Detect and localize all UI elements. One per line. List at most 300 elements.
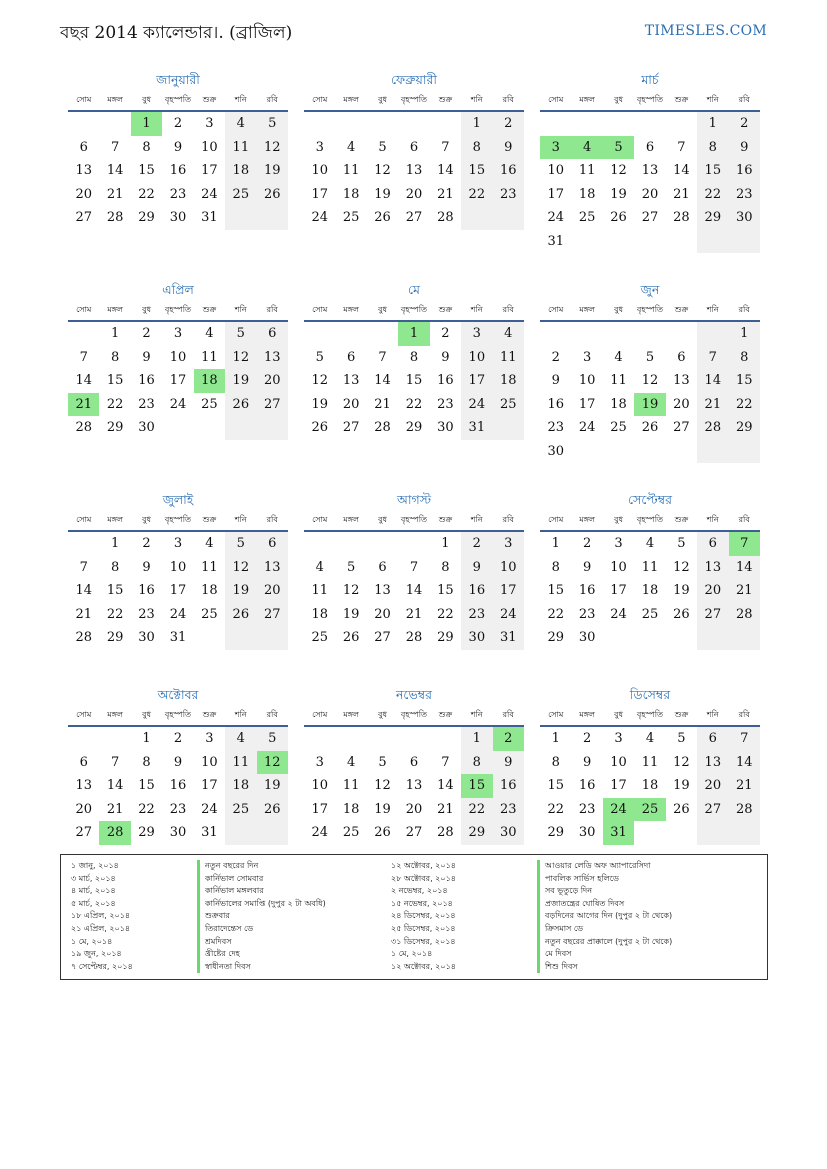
weekday-label: রবি (266, 94, 278, 104)
empty-cell (398, 727, 429, 751)
holiday-name: শিশু দিবস (537, 961, 672, 974)
day-grid (540, 112, 760, 253)
day-cell: 9 (173, 754, 183, 770)
day-cell: 29 (547, 630, 564, 645)
day-cell: 19 (225, 579, 256, 603)
day-cell: 2 (493, 727, 524, 751)
day-cell: 24 (610, 606, 627, 622)
day-cell: 19 (673, 778, 690, 793)
day-cell: 20 (673, 396, 690, 412)
weekday-label: সোম (76, 304, 92, 314)
day-cell: 31 (493, 626, 524, 650)
day-cell: 5 (603, 136, 634, 160)
day-cell: 14 (673, 163, 690, 178)
empty-cell (257, 821, 288, 845)
day-cell: 27 (75, 210, 92, 225)
day-cell: 22 (106, 606, 124, 622)
day-cell: 21 (106, 186, 124, 202)
day-cell: 19 (374, 186, 391, 202)
weekday-header (540, 705, 760, 727)
day-cell: 26 (311, 420, 328, 435)
day-cell: 5 (677, 536, 686, 551)
empty-cell (335, 112, 366, 136)
day-grid (68, 532, 288, 650)
day-cell: 30 (169, 825, 187, 840)
day-cell: 2 (142, 536, 151, 551)
day-cell: 23 (138, 396, 155, 412)
month-calendar (304, 490, 524, 650)
empty-cell (225, 821, 256, 845)
month-name: ফেব্রুয়ারী (390, 72, 438, 87)
day-cell: 21 (405, 606, 423, 622)
day-cell: 2 (729, 112, 760, 136)
empty-cell (225, 626, 256, 650)
empty-cell (634, 230, 665, 254)
weekday-label: বৃহস্পতি (164, 514, 192, 524)
day-cell: 7 (697, 346, 728, 370)
day-cell: 16 (437, 373, 454, 388)
day-cell: 23 (547, 420, 564, 435)
weekday-label: মঙ্গল (107, 514, 123, 524)
day-cell: 29 (729, 416, 760, 440)
day-cell: 18 (311, 606, 328, 622)
weekday-label: রবি (502, 709, 514, 719)
weekday-label: শনি (470, 514, 483, 524)
day-cell: 26 (673, 606, 690, 622)
weekday-label: শুক্র (438, 304, 453, 314)
weekday-label: মঙ্গল (579, 709, 595, 719)
day-cell: 19 (610, 186, 627, 202)
day-grid (304, 727, 524, 845)
empty-cell (461, 206, 492, 230)
day-cell: 19 (257, 159, 288, 183)
weekday-label: মঙ্গল (107, 709, 123, 719)
month-name: ডিসেম্বর (629, 687, 671, 702)
holiday-name: শুক্রবার (197, 910, 326, 923)
day-cell: 5 (225, 322, 256, 346)
day-cell: 18 (641, 583, 659, 598)
day-cell: 26 (374, 210, 391, 225)
day-cell: 20 (641, 186, 659, 202)
empty-cell (194, 416, 225, 440)
weekday-label: বৃহস্পতি (400, 709, 428, 719)
day-cell: 17 (578, 396, 596, 412)
day-cell: 1 (729, 322, 760, 346)
day-cell: 16 (169, 778, 187, 793)
day-cell: 16 (493, 159, 524, 183)
day-cell: 22 (461, 798, 492, 822)
day-cell: 6 (79, 139, 88, 155)
day-cell: 15 (729, 369, 760, 393)
day-cell: 13 (342, 373, 360, 388)
day-cell: 15 (138, 163, 155, 178)
weekday-header (540, 300, 760, 322)
weekday-label: শনি (706, 709, 719, 719)
day-cell: 28 (697, 416, 728, 440)
weekday-label: শনি (706, 304, 719, 314)
empty-cell (697, 322, 728, 346)
empty-cell (603, 230, 634, 254)
day-cell: 11 (641, 559, 659, 575)
holiday-date: ২৮ অক্টোবর, ২০১৪ (391, 873, 456, 883)
day-cell: 30 (578, 630, 596, 645)
day-grid (304, 532, 524, 650)
empty-cell (571, 112, 602, 136)
day-cell: 17 (201, 163, 218, 178)
day-cell: 17 (610, 583, 627, 598)
empty-cell (603, 112, 634, 136)
day-cell: 22 (437, 606, 454, 622)
holiday-date: ১২ অক্টোবর, ২০১৪ (391, 961, 456, 971)
weekday-label: বুধ (378, 514, 388, 524)
day-cell: 29 (437, 630, 454, 645)
day-cell: 3 (173, 536, 183, 551)
day-cell: 22 (461, 183, 492, 207)
day-cell: 2 (551, 349, 560, 365)
weekday-label: মঙ্গল (579, 94, 595, 104)
month-calendar (540, 490, 760, 650)
weekday-label: শুক্র (674, 709, 689, 719)
day-cell: 24 (311, 825, 328, 840)
day-cell: 9 (173, 139, 183, 155)
day-cell: 17 (461, 369, 492, 393)
day-cell: 11 (342, 163, 360, 178)
day-cell: 12 (225, 556, 256, 580)
day-cell: 10 (169, 559, 187, 575)
day-cell: 15 (461, 159, 492, 183)
day-cell: 5 (378, 139, 387, 155)
day-cell: 25 (641, 606, 659, 622)
month-name: মে (407, 282, 420, 297)
day-cell: 23 (493, 183, 524, 207)
day-cell: 4 (315, 559, 324, 575)
month-name: মার্চ (641, 72, 659, 87)
empty-cell (335, 532, 366, 556)
weekday-label: রবি (738, 709, 750, 719)
weekday-label: শুক্র (674, 304, 689, 314)
day-cell: 16 (169, 163, 187, 178)
weekday-label: সোম (548, 94, 564, 104)
day-cell: 3 (461, 322, 492, 346)
day-cell: 13 (75, 778, 92, 793)
day-cell: 15 (461, 774, 492, 798)
day-cell: 22 (729, 393, 760, 417)
day-cell: 26 (610, 210, 627, 225)
day-cell: 27 (257, 603, 288, 627)
day-cell: 4 (205, 536, 214, 551)
weekday-label: সোম (312, 709, 328, 719)
weekday-label: রবি (266, 304, 278, 314)
day-cell: 5 (378, 754, 387, 770)
day-cell: 14 (106, 778, 124, 793)
day-cell: 14 (374, 373, 391, 388)
day-cell: 4 (571, 136, 602, 160)
month-name: নভেম্বর (395, 687, 433, 702)
empty-cell (367, 322, 398, 346)
empty-cell (430, 727, 461, 751)
empty-cell (257, 206, 288, 230)
weekday-label: বুধ (378, 304, 388, 314)
day-cell: 8 (142, 139, 151, 155)
empty-cell (634, 626, 665, 650)
day-cell: 18 (225, 774, 256, 798)
day-cell: 26 (225, 603, 256, 627)
day-cell: 4 (493, 322, 524, 346)
day-cell: 18 (201, 583, 218, 598)
day-cell: 12 (673, 754, 690, 770)
weekday-label: মঙ্গল (343, 514, 359, 524)
day-cell: 7 (441, 754, 450, 770)
day-cell: 13 (75, 163, 92, 178)
weekday-label: শুক্র (438, 94, 453, 104)
empty-cell (666, 821, 697, 845)
day-cell: 17 (201, 778, 218, 793)
empty-cell (68, 322, 99, 346)
weekday-label: বৃহস্পতি (636, 94, 664, 104)
empty-cell (335, 727, 366, 751)
weekday-header (304, 300, 524, 322)
weekday-header (68, 705, 288, 727)
weekday-label: বুধ (614, 94, 624, 104)
empty-cell (697, 230, 728, 254)
day-cell: 28 (99, 821, 130, 845)
day-cell: 11 (201, 559, 218, 575)
day-cell: 22 (697, 183, 728, 207)
day-cell: 24 (201, 801, 218, 817)
weekday-label: শনি (470, 709, 483, 719)
day-cell: 26 (673, 801, 690, 817)
empty-cell (304, 727, 335, 751)
day-cell: 15 (697, 159, 728, 183)
day-cell: 20 (697, 579, 728, 603)
day-cell: 18 (342, 801, 360, 817)
month-calendar (304, 280, 524, 440)
empty-cell (540, 112, 571, 136)
day-cell: 12 (641, 373, 659, 388)
day-cell: 16 (578, 583, 596, 598)
holiday-date: ১৮ এপ্রিল, ২০১৪ (71, 911, 131, 921)
holiday-names-right (537, 860, 672, 973)
day-cell: 12 (374, 163, 391, 178)
day-cell: 17 (169, 373, 187, 388)
empty-cell (571, 440, 602, 464)
day-cell: 18 (342, 186, 360, 202)
day-cell: 4 (645, 731, 655, 746)
day-cell: 20 (405, 801, 423, 817)
holiday-name: স্বাধীনতা দিবস (197, 961, 326, 974)
day-cell: 13 (673, 373, 690, 388)
weekday-label: শুক্র (438, 514, 453, 524)
empty-cell (430, 112, 461, 136)
day-cell: 3 (614, 536, 623, 551)
day-cell: 28 (106, 210, 124, 225)
day-cell: 2 (142, 326, 151, 341)
day-cell: 24 (578, 420, 596, 435)
empty-cell (398, 532, 429, 556)
month-name: অক্টোবর (157, 687, 199, 702)
day-grid (68, 112, 288, 230)
day-cell: 23 (578, 801, 596, 817)
day-cell: 6 (257, 532, 288, 556)
day-cell: 30 (729, 206, 760, 230)
holiday-name: নতুন বছরের প্রাক্কালে (দুপুর ২ টা থেকে) (537, 936, 672, 949)
day-grid (540, 532, 760, 650)
day-cell: 24 (169, 396, 187, 412)
empty-cell (634, 112, 665, 136)
day-cell: 28 (374, 420, 391, 435)
day-cell: 14 (106, 163, 124, 178)
day-cell: 27 (641, 210, 659, 225)
weekday-label: বুধ (142, 94, 152, 104)
holiday-name: আওয়ার লেডি অফ অ্যাপারেসিদা (537, 860, 672, 873)
day-cell: 6 (257, 322, 288, 346)
day-cell: 6 (79, 754, 88, 770)
day-cell: 1 (398, 322, 429, 346)
day-cell: 6 (697, 532, 728, 556)
day-cell: 28 (437, 825, 454, 840)
day-cell: 30 (138, 420, 155, 435)
day-cell: 7 (409, 559, 419, 575)
weekday-label: রবি (266, 514, 278, 524)
day-cell: 16 (138, 583, 155, 598)
day-cell: 6 (677, 349, 686, 365)
holiday-name: ক্রিসমাস ডে (537, 923, 672, 936)
day-cell: 3 (315, 754, 324, 770)
page-title: বছর 2014 ক্যালেন্ডার।. (ব্রাজিল) (60, 23, 293, 43)
weekday-label: বুধ (614, 304, 624, 314)
day-cell: 20 (75, 186, 92, 202)
holiday-name: পাবলিক সার্ভিস হলিডে (537, 873, 672, 886)
day-cell: 23 (461, 603, 492, 627)
day-cell: 25 (225, 183, 256, 207)
day-cell: 3 (614, 731, 623, 746)
day-cell: 21 (374, 396, 391, 412)
day-cell: 21 (75, 606, 92, 622)
day-cell: 12 (610, 163, 627, 178)
day-cell: 22 (138, 801, 155, 817)
day-cell: 11 (225, 751, 256, 775)
holiday-date: ৪ মার্চ, ২০১৪ (71, 886, 116, 896)
weekday-label: বৃহস্পতি (636, 514, 664, 524)
day-grid (68, 727, 288, 845)
weekday-label: রবি (502, 514, 514, 524)
day-cell: 8 (697, 136, 728, 160)
day-cell: 13 (257, 556, 288, 580)
day-cell: 16 (138, 373, 155, 388)
weekday-label: বুধ (378, 94, 388, 104)
empty-cell (729, 821, 760, 845)
day-cell: 24 (493, 603, 524, 627)
day-cell: 19 (342, 606, 360, 622)
day-cell: 30 (547, 443, 564, 459)
day-cell: 25 (225, 798, 256, 822)
day-cell: 27 (405, 210, 423, 225)
day-cell: 2 (441, 326, 450, 341)
day-cell: 25 (201, 396, 218, 412)
day-cell: 29 (138, 210, 155, 225)
day-cell: 16 (578, 778, 596, 793)
holiday-date: ৭ সেপ্টেম্বর, ২০১৪ (71, 961, 133, 971)
holiday-date: ১৯ জুন, ২০১৪ (71, 949, 122, 959)
day-cell: 12 (225, 346, 256, 370)
day-cell: 11 (610, 373, 627, 388)
day-cell: 7 (79, 559, 88, 575)
day-cell: 25 (342, 210, 360, 225)
weekday-label: রবি (738, 514, 750, 524)
day-cell: 3 (315, 139, 324, 155)
day-cell: 24 (169, 606, 187, 622)
day-cell: 4 (225, 727, 256, 751)
day-cell: 28 (673, 210, 690, 225)
day-cell: 9 (493, 136, 524, 160)
day-cell: 9 (441, 349, 450, 365)
day-cell: 31 (201, 210, 218, 225)
day-cell: 30 (493, 821, 524, 845)
day-cell: 9 (582, 754, 592, 770)
day-cell: 24 (311, 210, 328, 225)
day-cell: 9 (729, 136, 760, 160)
day-cell: 19 (257, 774, 288, 798)
day-cell: 27 (697, 798, 728, 822)
day-cell: 4 (645, 536, 655, 551)
day-cell: 20 (405, 186, 423, 202)
weekday-label: শনি (234, 304, 247, 314)
holiday-name: কার্নিভাল সোমবার (197, 873, 326, 886)
day-cell: 29 (106, 420, 124, 435)
day-cell: 11 (641, 754, 659, 770)
empty-cell (697, 821, 728, 845)
day-cell: 22 (106, 396, 124, 412)
day-cell: 1 (110, 326, 120, 341)
day-cell: 30 (169, 210, 187, 225)
day-cell: 21 (729, 774, 760, 798)
weekday-label: সোম (76, 514, 92, 524)
empty-cell (729, 230, 760, 254)
day-cell: 29 (138, 825, 155, 840)
weekday-label: বৃহস্পতি (164, 304, 192, 314)
empty-cell (304, 112, 335, 136)
day-cell: 2 (173, 731, 183, 746)
day-cell: 21 (697, 393, 728, 417)
day-cell: 3 (173, 326, 183, 341)
day-cell: 28 (405, 630, 423, 645)
empty-cell (493, 416, 524, 440)
day-cell: 3 (540, 136, 571, 160)
weekday-label: বৃহস্পতি (400, 304, 428, 314)
weekday-label: শুক্র (674, 514, 689, 524)
day-cell: 18 (610, 396, 627, 412)
day-cell: 13 (697, 556, 728, 580)
day-cell: 21 (106, 801, 124, 817)
day-cell: 22 (405, 396, 423, 412)
day-cell: 9 (493, 751, 524, 775)
holiday-name: তিরাদেন্তেস ডে (197, 923, 326, 936)
site-link[interactable]: TIMESLES.COM (644, 23, 767, 39)
day-cell: 27 (405, 825, 423, 840)
day-cell: 23 (493, 798, 524, 822)
day-cell: 21 (729, 579, 760, 603)
weekday-label: সোম (548, 304, 564, 314)
day-cell: 19 (673, 583, 690, 598)
empty-cell (634, 322, 665, 346)
day-cell: 8 (110, 559, 120, 575)
weekday-label: বুধ (142, 304, 152, 314)
weekday-label: সোম (312, 304, 328, 314)
day-cell: 3 (493, 532, 524, 556)
day-cell: 27 (257, 393, 288, 417)
day-cell: 19 (311, 396, 328, 412)
month-name: জুন (640, 282, 660, 297)
